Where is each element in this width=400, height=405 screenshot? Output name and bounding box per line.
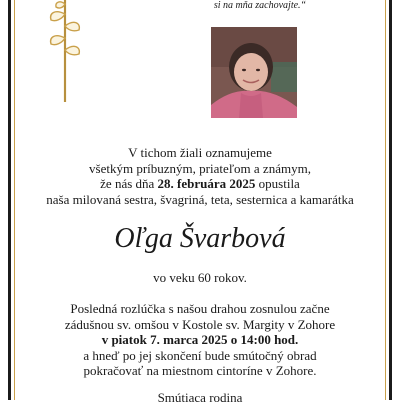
announcement-line-1: V tichom žiali oznamujeme <box>128 145 272 160</box>
right-border <box>384 0 392 400</box>
signature: Smútiaca rodina <box>157 390 243 405</box>
funeral-datetime <box>18 332 382 348</box>
announcement-line-3-prefix: že nás dňa <box>100 176 155 191</box>
funeral-line-5: pokračovať na miestnom cintoríne v Zohore. <box>83 363 317 378</box>
funeral-details <box>18 301 382 379</box>
funeral-line-2: zádušnou sv. omšou v Kostole sv. Margity v Zohore <box>64 316 336 332</box>
announcement-line-4: naša milovaná sestra, švagriná, teta, sesternica a kamarátka <box>46 191 354 207</box>
funeral-line-1: Posledná rozlúčka s našou drahou zosnulou začne <box>70 301 330 316</box>
announcement-line-2: všetkým príbuzným, priateľom a známym, <box>89 160 311 176</box>
death-date: 28. februára 2025 <box>157 176 256 191</box>
announcement-line-3 <box>18 176 382 192</box>
funeral-datetime-text: v piatok 7. marca 2025 o 14:00 hod. <box>101 332 299 347</box>
age-line: vo veku 60 rokov. <box>153 270 247 285</box>
motto-quote: si na mňa zachovajte.“ <box>213 0 307 11</box>
left-border <box>8 0 16 400</box>
announcement-text <box>18 145 382 207</box>
announcement-line-3-suffix: opustila <box>258 176 300 191</box>
deceased-name: Oľga Švarbová <box>114 223 286 254</box>
funeral-line-4: a hneď po jej skončení bude smútočný obrad <box>83 347 317 363</box>
portrait-photo <box>211 27 297 118</box>
golden-sprig-ornament <box>40 0 90 105</box>
portrait-image <box>211 27 297 118</box>
